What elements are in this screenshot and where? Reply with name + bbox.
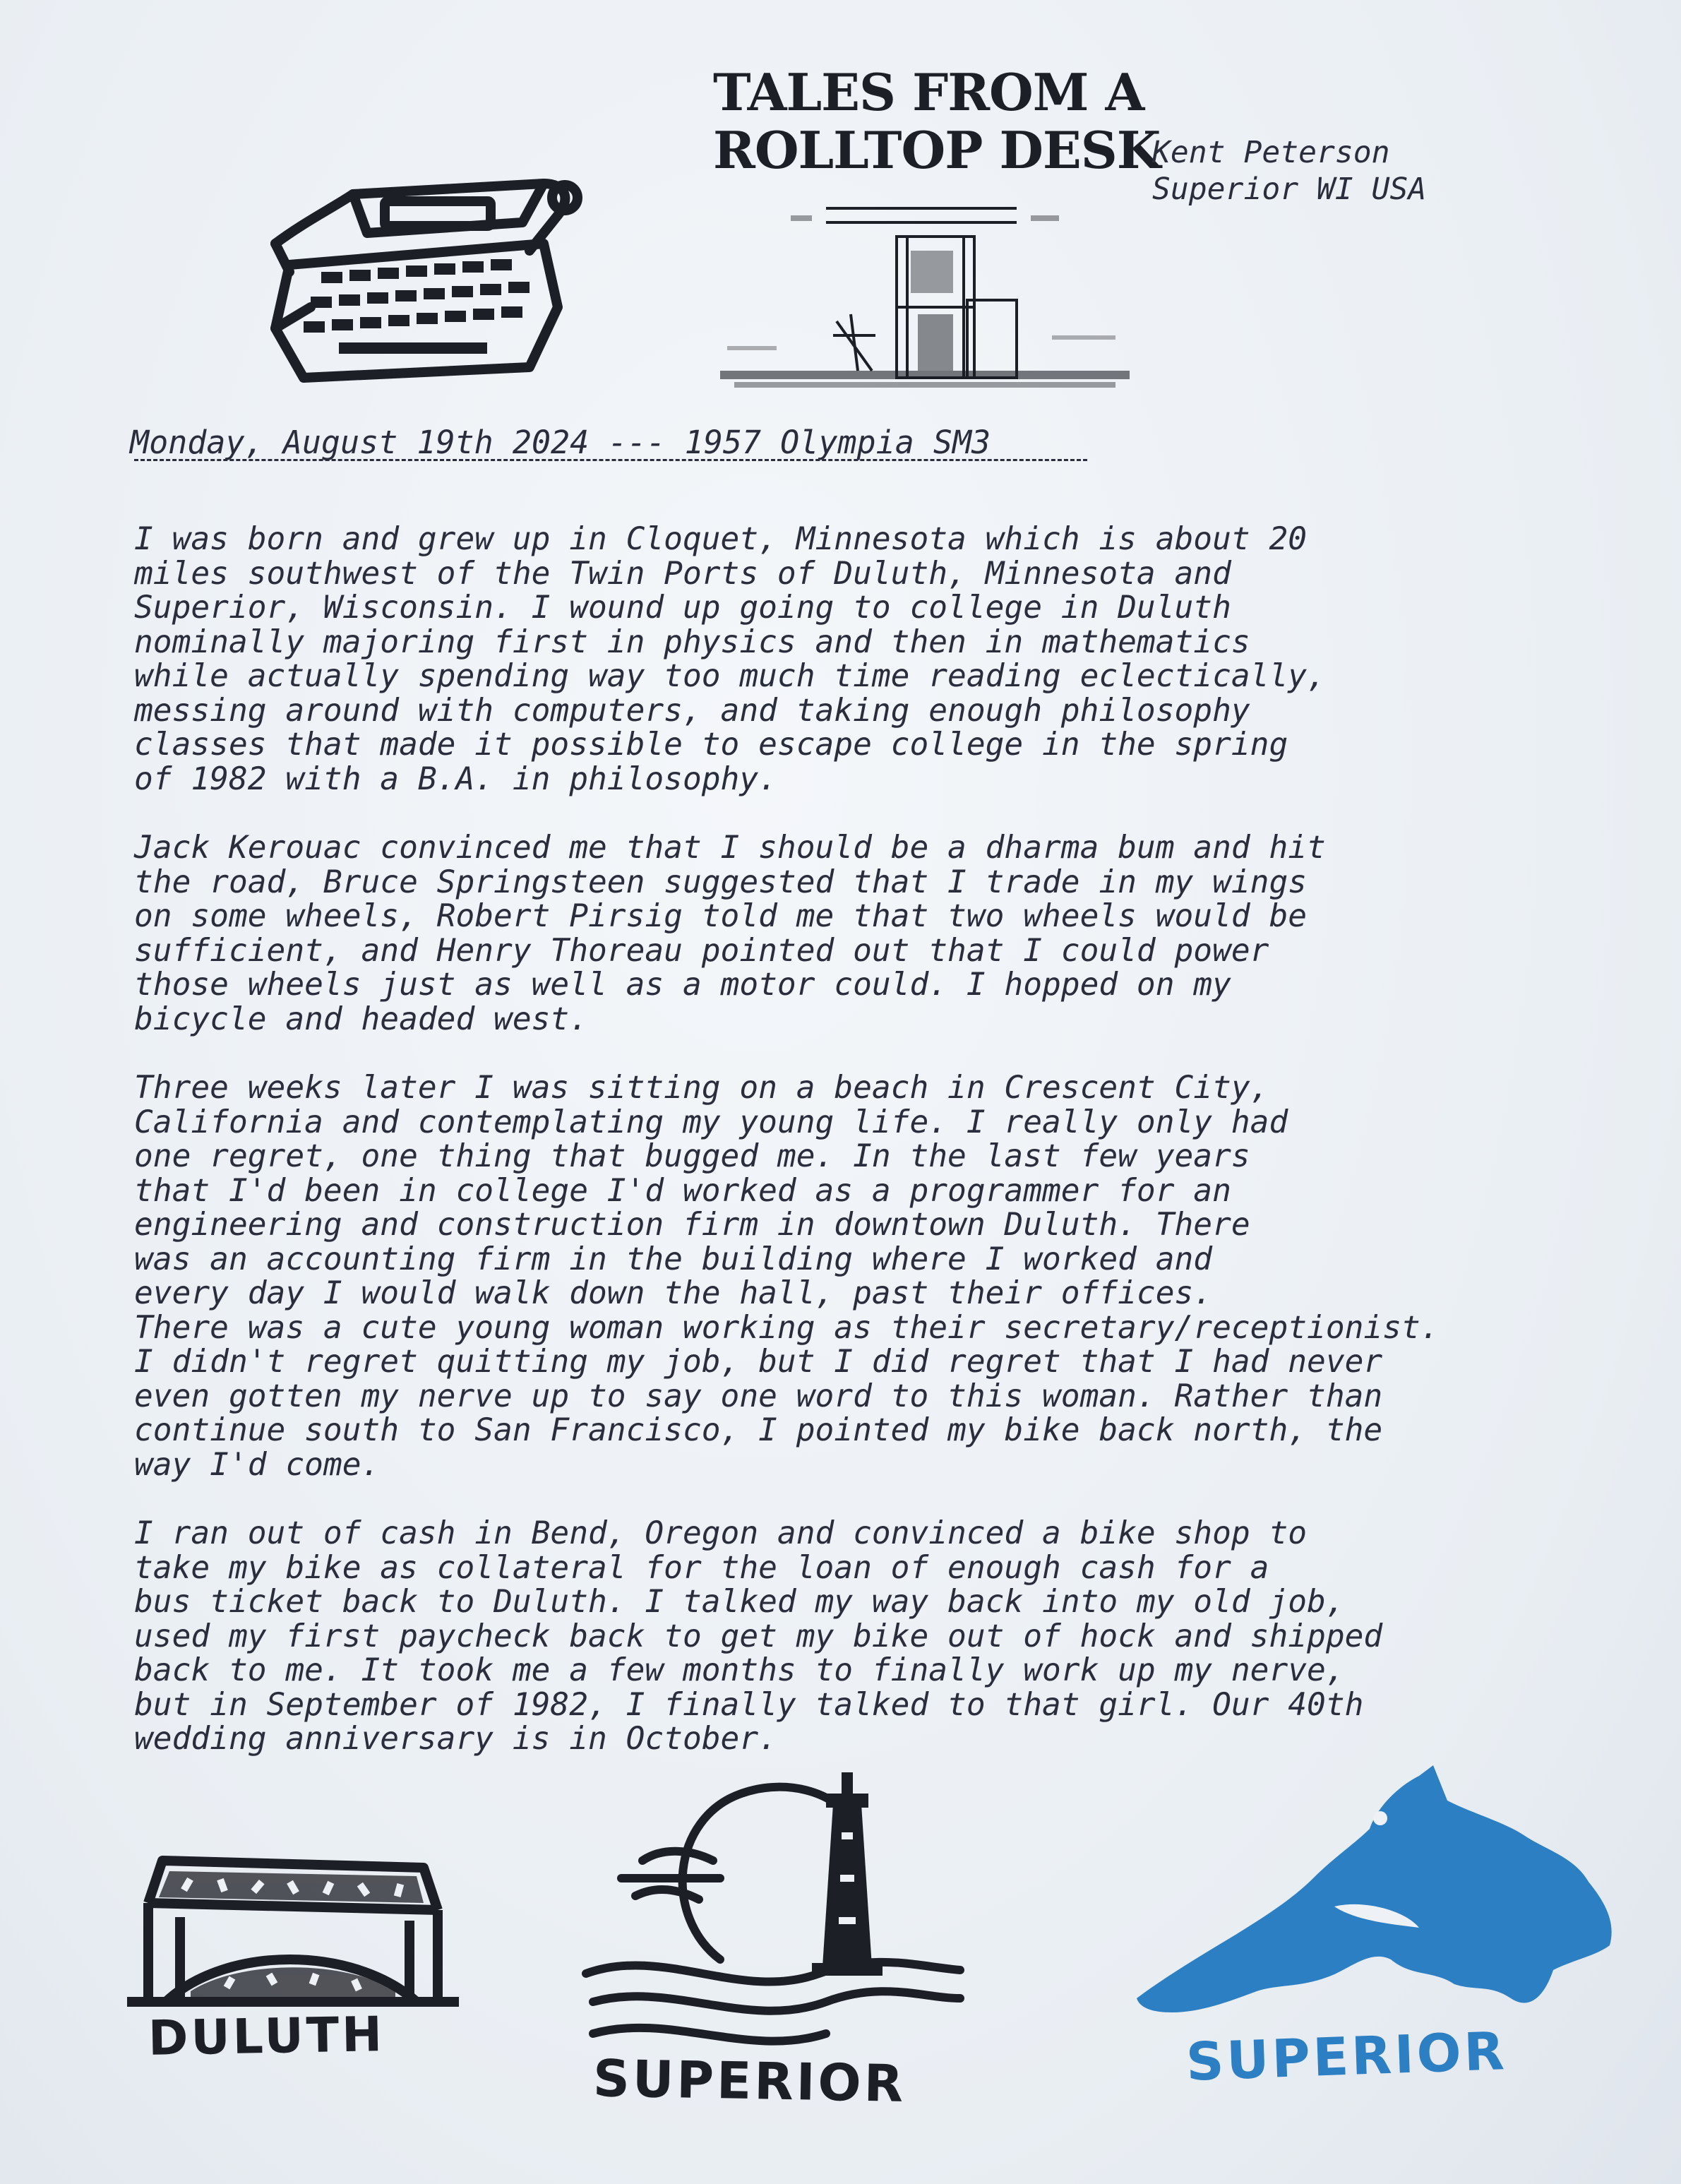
superior-lighthouse-label: SUPERIOR xyxy=(592,2048,907,2113)
text-line: on some wheels, Robert Pirsig told me that two wheels would be xyxy=(134,898,1308,934)
text-line: California and contemplating my young life. I really only had xyxy=(134,1104,1288,1140)
text-line: engineering and construction firm in downtown Duluth. There xyxy=(134,1207,1250,1243)
text-line: There was a cute young woman working as their secretary/receptionist. xyxy=(134,1309,1440,1346)
typewriter-stamp-icon xyxy=(261,166,593,385)
paragraph-4 xyxy=(134,1517,1617,1757)
lift-bridge-stamp-icon xyxy=(120,1839,466,2016)
text-line: Superior, Wisconsin. I wound up going to college in Duluth xyxy=(134,590,1231,626)
text-line: continue south to San Francisco, I pointed my bike back north, the xyxy=(134,1412,1383,1448)
text-line: of 1982 with a B.A. in philosophy. xyxy=(134,760,777,797)
text-line: used my first paycheck back to get my bike out of hock and shipped xyxy=(134,1618,1383,1654)
author-block xyxy=(1152,134,1426,208)
superior-lake-label: SUPERIOR xyxy=(1185,2021,1508,2093)
text-line: every day I would walk down the hall, past their offices. xyxy=(134,1275,1213,1311)
text-line: miles southwest of the Twin Ports of Duluth, Minnesota and xyxy=(134,555,1231,592)
text-line: Three weeks later I was sitting on a beach in Crescent City, xyxy=(134,1070,1269,1106)
paragraph-2 xyxy=(134,831,1617,1037)
text-line: back to me. It took me a few months to finally work up my nerve, xyxy=(134,1652,1345,1688)
author-location: Superior WI USA xyxy=(1152,172,1427,207)
author-name: Kent Peterson xyxy=(1152,135,1390,170)
text-line: bicycle and headed west. xyxy=(134,1001,588,1037)
text-line: I was born and grew up in Cloquet, Minnesota which is about 20 xyxy=(134,521,1308,557)
text-line: that I'd been in college I'd worked as a programmer for an xyxy=(134,1172,1231,1209)
text-line: bus ticket back to Duluth. I talked my way back into my old job, xyxy=(134,1584,1345,1620)
text-line: way I'd come. xyxy=(134,1446,381,1483)
text-line: was an accounting firm in the building where I worked and xyxy=(134,1241,1213,1277)
masthead-title-line-2: ROLLTOP DESK xyxy=(713,120,1161,180)
text-line: but in September of 1982, I finally talked to that girl. Our 40th xyxy=(134,1686,1364,1723)
dateline: Monday, August 19th 2024 --- 1957 Olympia SM3 xyxy=(130,424,991,461)
dashed-rule xyxy=(134,459,1087,461)
lighthouse-stamp-icon xyxy=(579,1755,967,2058)
text-line: I ran out of cash in Bend, Oregon and convinced a bike shop to xyxy=(134,1515,1308,1551)
text-line: wedding anniversary is in October. xyxy=(134,1721,777,1757)
text-line: classes that made it possible to escape college in the spring xyxy=(134,727,1288,763)
text-line: one regret, one thing that bugged me. In the last few years xyxy=(134,1138,1250,1174)
text-line: the road, Bruce Springsteen suggested that I trade in my wings xyxy=(134,864,1308,900)
letter-body xyxy=(134,523,1617,1791)
text-line: even gotten my nerve up to say one word to this woman. Rather than xyxy=(134,1378,1383,1414)
text-line: messing around with computers, and taking enough philosophy xyxy=(134,692,1250,729)
text-line: nominally majoring first in physics and then in mathematics xyxy=(134,623,1250,660)
text-line: Jack Kerouac convinced me that I should be a dharma bum and hit xyxy=(134,830,1326,866)
lake-superior-stamp-icon xyxy=(1123,1758,1624,2027)
text-line: sufficient, and Henry Thoreau pointed out that I could power xyxy=(134,932,1269,969)
paragraph-1 xyxy=(134,523,1617,796)
text-line: while actually spending way too much time reading eclectically, xyxy=(134,658,1326,694)
masthead-title-line-1: TALES FROM A xyxy=(713,62,1144,122)
paragraph-3 xyxy=(134,1071,1617,1482)
duluth-label: DULUTH xyxy=(148,2007,385,2067)
text-line: those wheels just as well as a motor could. I hopped on my xyxy=(134,967,1231,1003)
text-line: take my bike as collateral for the loan of enough cash for a xyxy=(134,1549,1269,1586)
masthead-title xyxy=(713,62,1161,180)
text-line: I didn't regret quitting my job, but I did regret that I had never xyxy=(134,1344,1383,1380)
rolltop-desk-illustration-icon xyxy=(720,194,1130,399)
